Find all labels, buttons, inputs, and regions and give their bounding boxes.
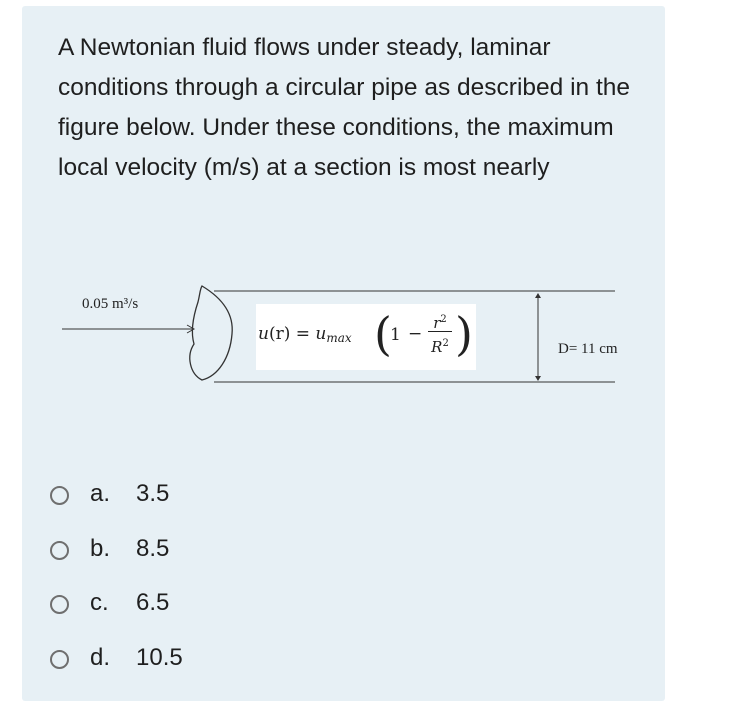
diameter-arrow-bottom	[535, 376, 541, 381]
option-value: 8.5	[136, 534, 170, 562]
option-value: 3.5	[136, 480, 170, 507]
radio-button[interactable]	[50, 486, 69, 505]
option-letter: a.	[90, 480, 111, 507]
answer-options	[50, 474, 183, 692]
option-value: 6.5	[136, 589, 170, 616]
equation-close-paren: )	[455, 307, 473, 361]
radio-button[interactable]	[50, 595, 69, 614]
fluid-blob-shape	[190, 286, 232, 380]
diameter-label: D= 11 cm	[558, 341, 618, 357]
option-letter: b.	[90, 534, 111, 562]
pipe-figure	[62, 274, 622, 394]
radio-button[interactable]	[50, 650, 69, 669]
option-b[interactable]	[50, 529, 183, 584]
diameter-arrow-top	[535, 293, 541, 298]
radio-button[interactable]	[50, 541, 69, 560]
equation-one: 1	[390, 325, 401, 345]
option-letter: c.	[90, 589, 109, 616]
velocity-profile-equation	[256, 304, 476, 370]
option-value: 10.5	[136, 643, 183, 671]
option-letter: d.	[90, 643, 111, 671]
velocity-profile-equation-box	[256, 304, 476, 370]
equation-minus: −	[408, 324, 423, 344]
equation-fraction: $r^2$ $R^2$	[428, 310, 452, 354]
option-d[interactable]	[50, 638, 183, 693]
option-c[interactable]	[50, 583, 183, 638]
equation-open-paren: (	[374, 307, 392, 361]
question-text: A Newtonian fluid flows under steady, laminar conditions through a circular pipe as described in the figure below. Under these conditions, the maximum local velocity (m/s) at a section is most nearly	[58, 34, 631, 181]
flow-rate-label: 0.05 m³/s	[82, 296, 139, 312]
option-a[interactable]	[50, 474, 183, 529]
equation-lhs: $u(r) = u_{max}$	[258, 324, 352, 345]
